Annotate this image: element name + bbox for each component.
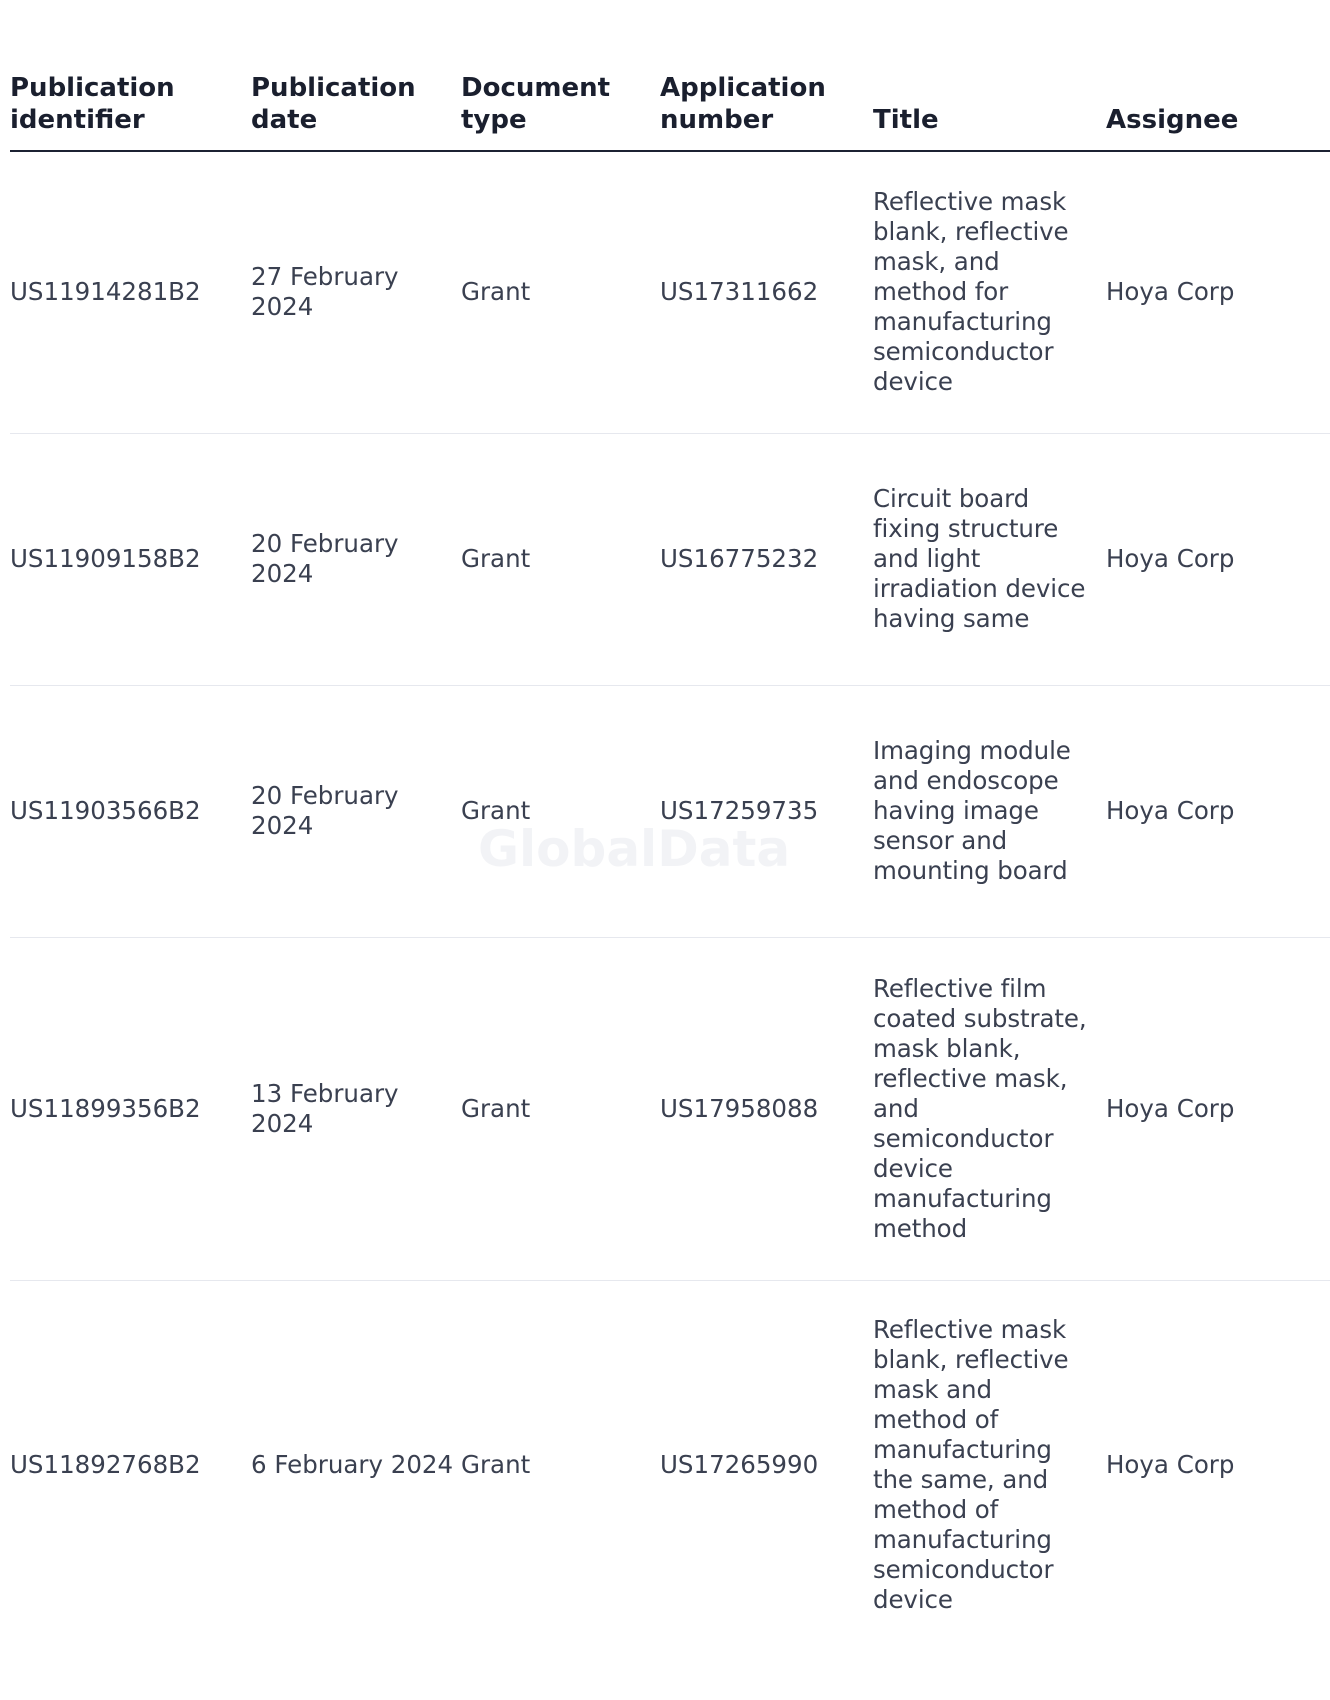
cell-document-type: Grant xyxy=(461,685,660,937)
cell-publication-identifier: US11914281B2 xyxy=(10,151,251,433)
cell-document-type: Grant xyxy=(461,1450,531,1480)
cell-publication-date: 20 February 2024 xyxy=(251,433,461,685)
table-row xyxy=(10,685,1330,937)
cell-publication-date: 20 February 2024 xyxy=(251,685,461,937)
cell-publication-identifier: US11903566B2 xyxy=(10,685,251,937)
cell-publication-date: 6 February 2024 xyxy=(251,1450,454,1480)
patent-table-container[interactable] xyxy=(10,72,1239,1650)
cell-publication-identifier: US11892768B2 xyxy=(10,1450,201,1480)
table-row xyxy=(10,1280,1330,1650)
cell-application-number: US17958088 xyxy=(660,937,873,1280)
header-publication-identifier: Publication identifier xyxy=(10,72,251,151)
header-assignee: Assignee xyxy=(1106,72,1330,151)
cell-title: Reflective mask blank, reflective mask, and method for manufacturing semiconductor device xyxy=(873,151,1106,433)
cell-assignee: Hoya Corp xyxy=(1106,1450,1235,1480)
header-application-number: Application number xyxy=(660,72,873,151)
cell-publication-date: 13 February 2024 xyxy=(251,937,461,1280)
cell-application-number: US17265990 xyxy=(660,1450,819,1480)
header-document-type: Document type xyxy=(461,72,660,151)
table-row xyxy=(10,433,1330,685)
cell-document-type: Grant xyxy=(461,937,660,1280)
header-title: Title xyxy=(873,72,1106,151)
cell-assignee: Hoya Corp xyxy=(1106,685,1330,937)
patent-table xyxy=(10,72,1330,1650)
header-publication-date: Publication date xyxy=(251,72,461,151)
cell-title: Reflective film coated substrate, mask blank, reflective mask, and semiconductor device manufacturing method xyxy=(873,937,1106,1280)
cell-publication-identifier: US11909158B2 xyxy=(10,433,251,685)
cell-assignee: Hoya Corp xyxy=(1106,937,1330,1280)
cell-assignee: Hoya Corp xyxy=(1106,151,1330,433)
cell-title: Reflective mask blank, reflective mask and method of manufacturing the same, and method of manufacturing semiconductor device xyxy=(873,1315,1069,1615)
cell-document-type: Grant xyxy=(461,151,660,433)
table-row xyxy=(10,151,1330,433)
cell-publication-identifier: US11899356B2 xyxy=(10,937,251,1280)
table-row xyxy=(10,937,1330,1280)
cell-title: Circuit board fixing structure and light irradiation device having same xyxy=(873,433,1106,685)
cell-title: Imaging module and endoscope having image sensor and mounting board xyxy=(873,685,1106,937)
table-header-row xyxy=(10,72,1330,151)
cell-application-number: US17311662 xyxy=(660,151,873,433)
cell-assignee: Hoya Corp xyxy=(1106,433,1330,685)
watermark-text: GlobalData xyxy=(478,820,791,878)
cell-publication-date: 27 February 2024 xyxy=(251,151,461,433)
cell-document-type: Grant xyxy=(461,433,660,685)
cell-application-number: US17259735 xyxy=(660,685,873,937)
cell-application-number: US16775232 xyxy=(660,433,873,685)
